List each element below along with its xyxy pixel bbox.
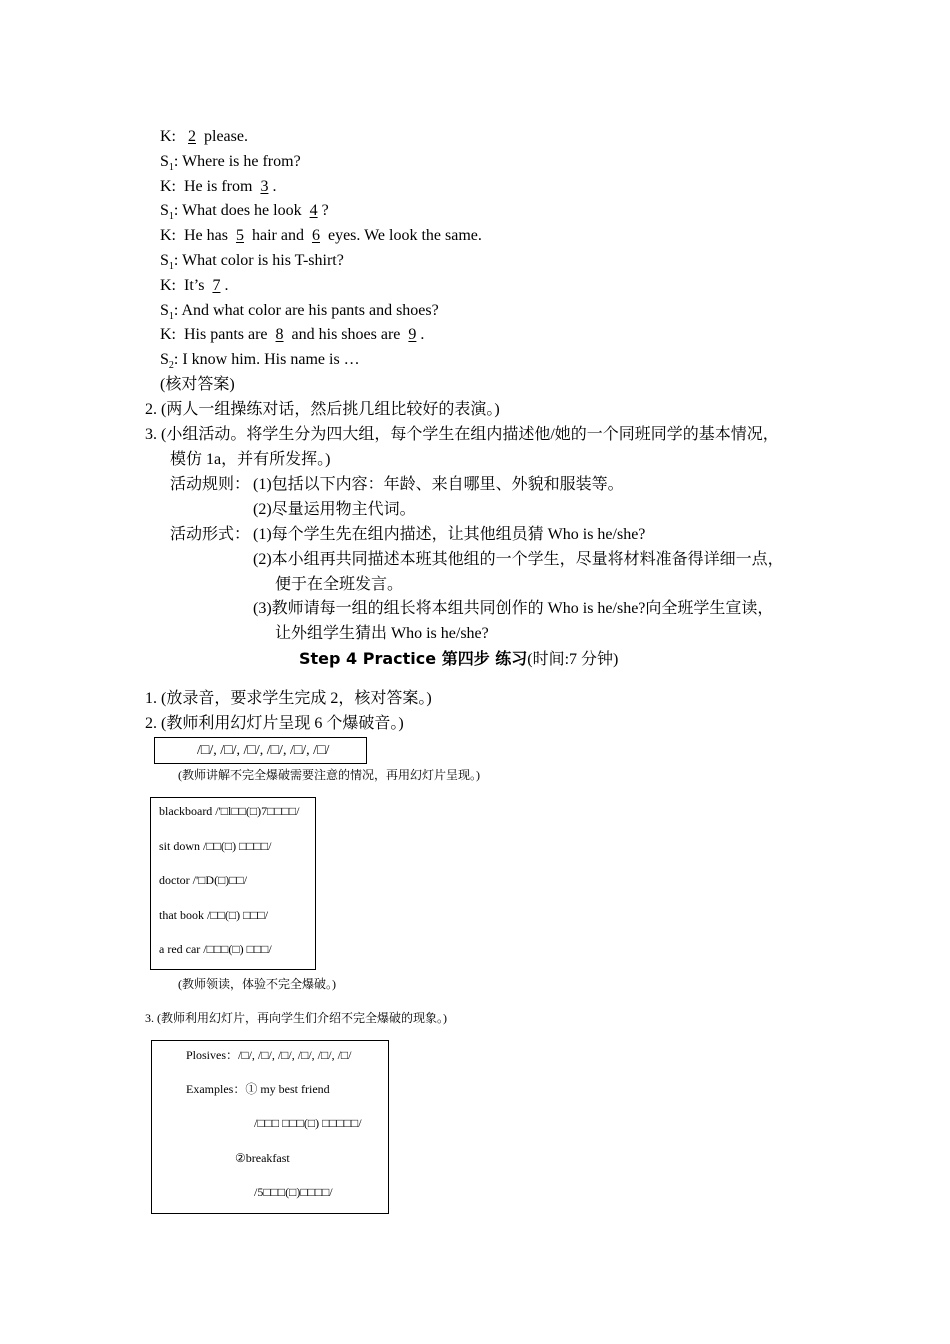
dialogue-line: [160, 301, 439, 321]
dialogue-line: [160, 226, 482, 246]
rules-label: 活动规则：: [170, 476, 251, 493]
dialogue-line: [160, 325, 424, 345]
practice-item-2: 2. (教师利用幻灯片呈现 6 个爆破音。): [145, 715, 404, 732]
dialogue-line: [160, 152, 301, 172]
speaker-index: 2: [168, 360, 174, 372]
answer-blank: 4: [309, 202, 318, 220]
answer-blank: 8: [275, 326, 284, 344]
form-label: 活动形式：: [170, 526, 251, 543]
example-5: a red car /□□□(□) □□□/: [159, 942, 272, 956]
rule-1: (1)包括以下内容：年龄、来自哪里、外貌和服装等。: [253, 476, 624, 493]
dialogue-text: His pants are: [176, 326, 272, 344]
answer-blank: 9: [408, 326, 417, 344]
dialogue-line: [160, 276, 228, 296]
answer-blank: 5: [235, 227, 244, 245]
speaker: S: [160, 252, 169, 269]
dialogue-text: [176, 128, 184, 145]
dialogue-text: It’s: [176, 276, 209, 294]
dialogue-text: and his shoes are: [287, 326, 405, 344]
plosives-list: /□/, /□/, /□/, /□/, /□/, /□/: [197, 743, 330, 758]
summary-plosives: Plosives：/□/, /□/, /□/, /□/, /□/, /□/: [186, 1048, 352, 1062]
answer-blank: 3: [260, 177, 269, 195]
summary-box: [151, 1040, 389, 1214]
speaker: K:: [160, 276, 176, 294]
speaker: K:: [160, 227, 176, 245]
example-phrase-2-ipa: /5□□□(□)□□□□/: [254, 1185, 333, 1199]
plosives-box: [154, 737, 367, 764]
form-1: (1)每个学生先在组内描述，让其他组员猜 Who is he/she?: [253, 526, 646, 543]
dialogue-text: please.: [200, 128, 248, 145]
activity-item-2: 2. (两人一组操练对话，然后挑几组比较好的表演。): [145, 401, 500, 418]
dialogue-line: [160, 201, 329, 221]
dialogue-text: : I know him. His name is …: [173, 351, 360, 369]
speaker-index: 1: [168, 161, 174, 173]
teacher-note-2: (教师领读，体验不完全爆破。): [178, 977, 336, 991]
speaker: K:: [160, 326, 176, 344]
dialogue-text: : What does he look: [173, 202, 306, 220]
teacher-note-1: (教师讲解不完全爆破需要注意的情况，再用幻灯片呈现。): [178, 768, 480, 782]
speaker-index: 1: [168, 261, 174, 273]
dialogue-text: : And what color are his pants and shoes?: [173, 301, 439, 319]
activity-item-3-line2: 模仿 1a，并有所发挥。): [170, 451, 331, 468]
dialogue-text: He has: [176, 227, 232, 245]
speaker-index: 1: [168, 211, 174, 223]
answer-blank: 2: [188, 128, 196, 145]
step4-title: Step 4 Practice 第四步 练习: [299, 649, 528, 668]
example-2: sit down /□□(□) □□□□/: [159, 839, 272, 853]
answer-blank: 7: [212, 276, 221, 294]
dialogue-text: .: [224, 276, 229, 294]
dialogue-line: [160, 177, 276, 197]
check-answers-note: (核对答案): [160, 376, 235, 393]
activity-item-3-line1: 3. (小组活动。将学生分为四大组，每个学生在组内描述他/她的一个同班同学的基本情况，: [145, 426, 779, 443]
step4-time: (时间:7 分钟): [527, 651, 619, 668]
examples-box: [150, 797, 316, 970]
dialogue-text: .: [272, 177, 277, 195]
speaker: K:: [160, 177, 176, 195]
dialogue-line: [160, 251, 344, 271]
answer-blank: 6: [311, 227, 320, 245]
summary-examples-label: [186, 1081, 330, 1097]
dialogue-text: : What color is his T-shirt?: [173, 252, 344, 269]
dialogue-text: He is from: [176, 177, 257, 195]
form-2-line2: 便于在全班发言。: [275, 576, 404, 593]
dialogue-line: [160, 127, 248, 147]
dialogue-text: : Where is he from?: [173, 152, 301, 170]
dialogue-text: .: [420, 326, 425, 344]
speaker: S: [160, 351, 169, 369]
example-phrase-1: ① my best friend: [245, 1082, 330, 1096]
dialogue-text: hair and: [247, 227, 308, 245]
example-4: that book /□□(□) □□□/: [159, 908, 269, 922]
form-3-line2: 让外组学生猜出 Who is he/she?: [275, 625, 489, 642]
speaker: S: [160, 202, 169, 220]
example-3: doctor /'□D(□)□□/: [159, 873, 248, 887]
example-phrase-2: ②breakfast: [235, 1151, 290, 1165]
form-2-line1: (2)本小组再共同描述本班其他组的一个学生，尽量将材料准备得详细一点，: [253, 551, 784, 568]
speaker-index: 1: [168, 310, 174, 322]
speaker: S: [160, 301, 169, 319]
practice-item-3: 3. (教师利用幻灯片，再向学生们介绍不完全爆破的现象。): [145, 1011, 447, 1025]
dialogue-text: eyes. We look the same.: [323, 227, 482, 245]
practice-item-1: 1. (放录音，要求学生完成 2，核对答案。): [145, 690, 432, 707]
example-1: blackboard /'□l□□(□)7□□□□/: [159, 804, 300, 818]
dialogue-text: ?: [321, 202, 329, 220]
rule-2: (2)尽量运用物主代词。: [253, 501, 416, 518]
form-3-line1: (3)教师请每一组的组长将本组共同创作的 Who is he/she?向全班学生宣读，: [253, 600, 774, 617]
speaker: S: [160, 152, 169, 170]
step4-heading: [299, 649, 618, 670]
examples-label: Examples：: [186, 1082, 246, 1096]
dialogue-line: [160, 350, 360, 370]
example-phrase-1-ipa: /□□□ □□□(□) □□□□□/: [254, 1116, 362, 1130]
speaker: K:: [160, 128, 176, 145]
